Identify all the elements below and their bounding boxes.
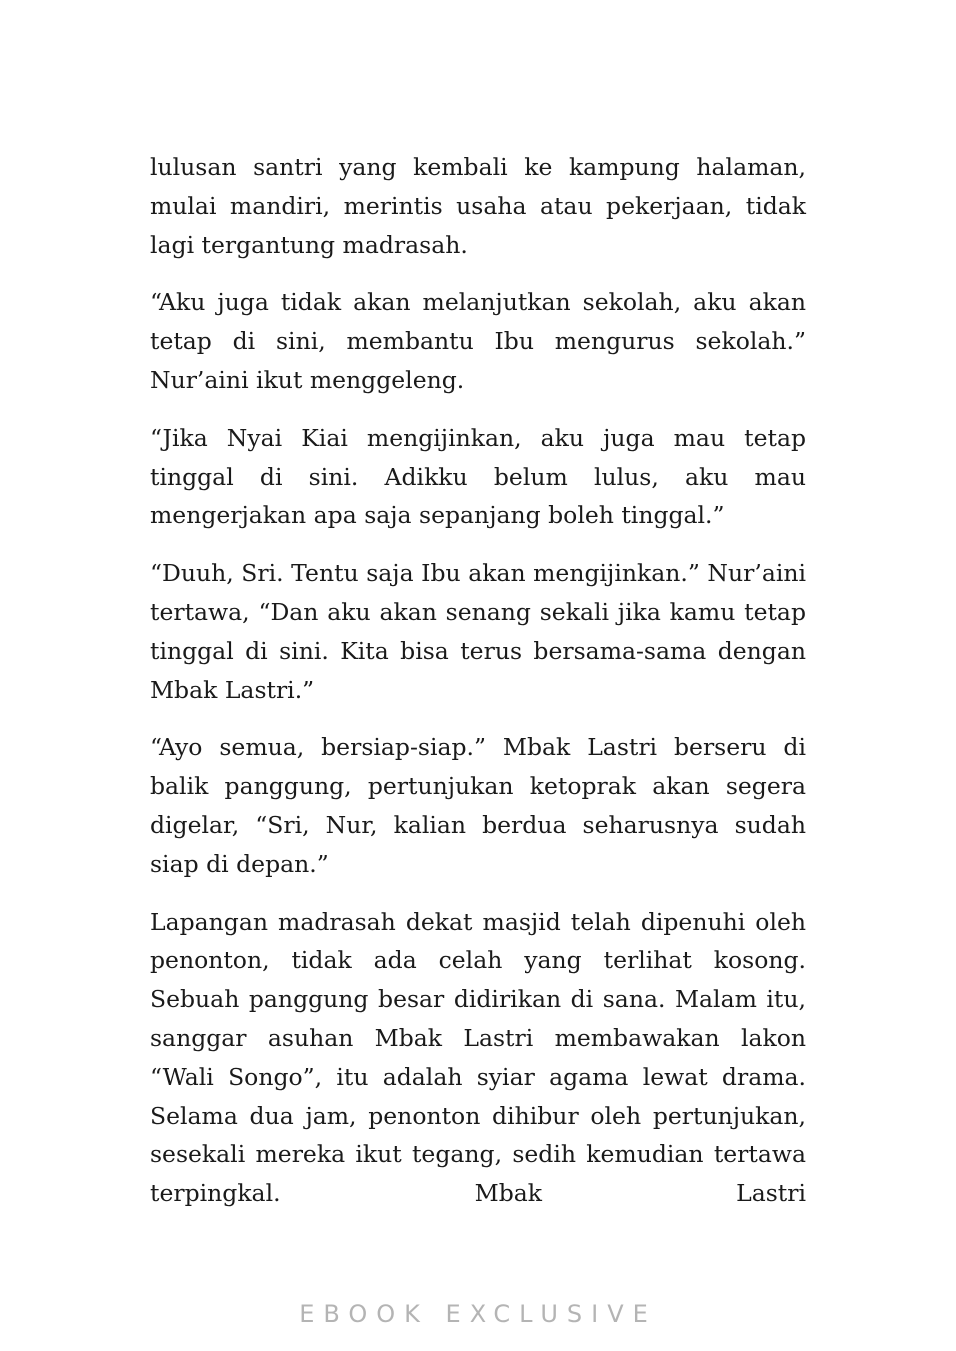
paragraph-5: “Ayo semua, bersiap-siap.” Mbak Lastri berseru di balik panggung, pertunjukan ketoprak akan segera digelar, “Sri, Nur, kalian berdua seharusnya sudah siap di depan.” — [150, 733, 806, 878]
body-text — [150, 148, 806, 1232]
paragraph-6: Lapangan madrasah dekat masjid telah dipenuhi oleh penonton, tidak ada celah yang terlihat kosong. Sebuah panggung besar didirikan di sana. Malam itu, sanggar asuhan Mbak Lastri membawakan lakon “Wali Songo”, itu adalah syiar agama lewat drama. Selama dua jam, penonton dihibur oleh pertunjukan, sesekali mereka ikut tegang, sedih kemudian tertawa terpingkal. Mbak Lastri — [150, 907, 806, 1208]
paragraph-1: lulusan santri yang kembali ke kampung halaman, mulai mandiri, merintis usaha atau pekerjaan, tidak lagi tergantung madrasah. — [150, 153, 806, 259]
page-footer: EBOOK EXCLUSIVE — [299, 1300, 657, 1328]
paragraph-4: “Duuh, Sri. Tentu saja Ibu akan mengijinkan.” Nur’aini tertawa, “Dan aku akan senang sekali jika kamu tetap tinggal di sini. Kita bisa terus bersama-sama dengan Mbak Lastri.” — [150, 559, 806, 704]
paragraph-3: “Jika Nyai Kiai mengijinkan, aku juga mau tetap tinggal di sini. Adikku belum lulus, aku mau mengerjakan apa saja sepanjang boleh tinggal.” — [150, 423, 806, 530]
paragraph-2: “Aku juga tidak akan melanjutkan sekolah, aku akan tetap di sini, membantu Ibu mengurus sekolah.” Nur’aini ikut menggeleng. — [150, 288, 806, 394]
